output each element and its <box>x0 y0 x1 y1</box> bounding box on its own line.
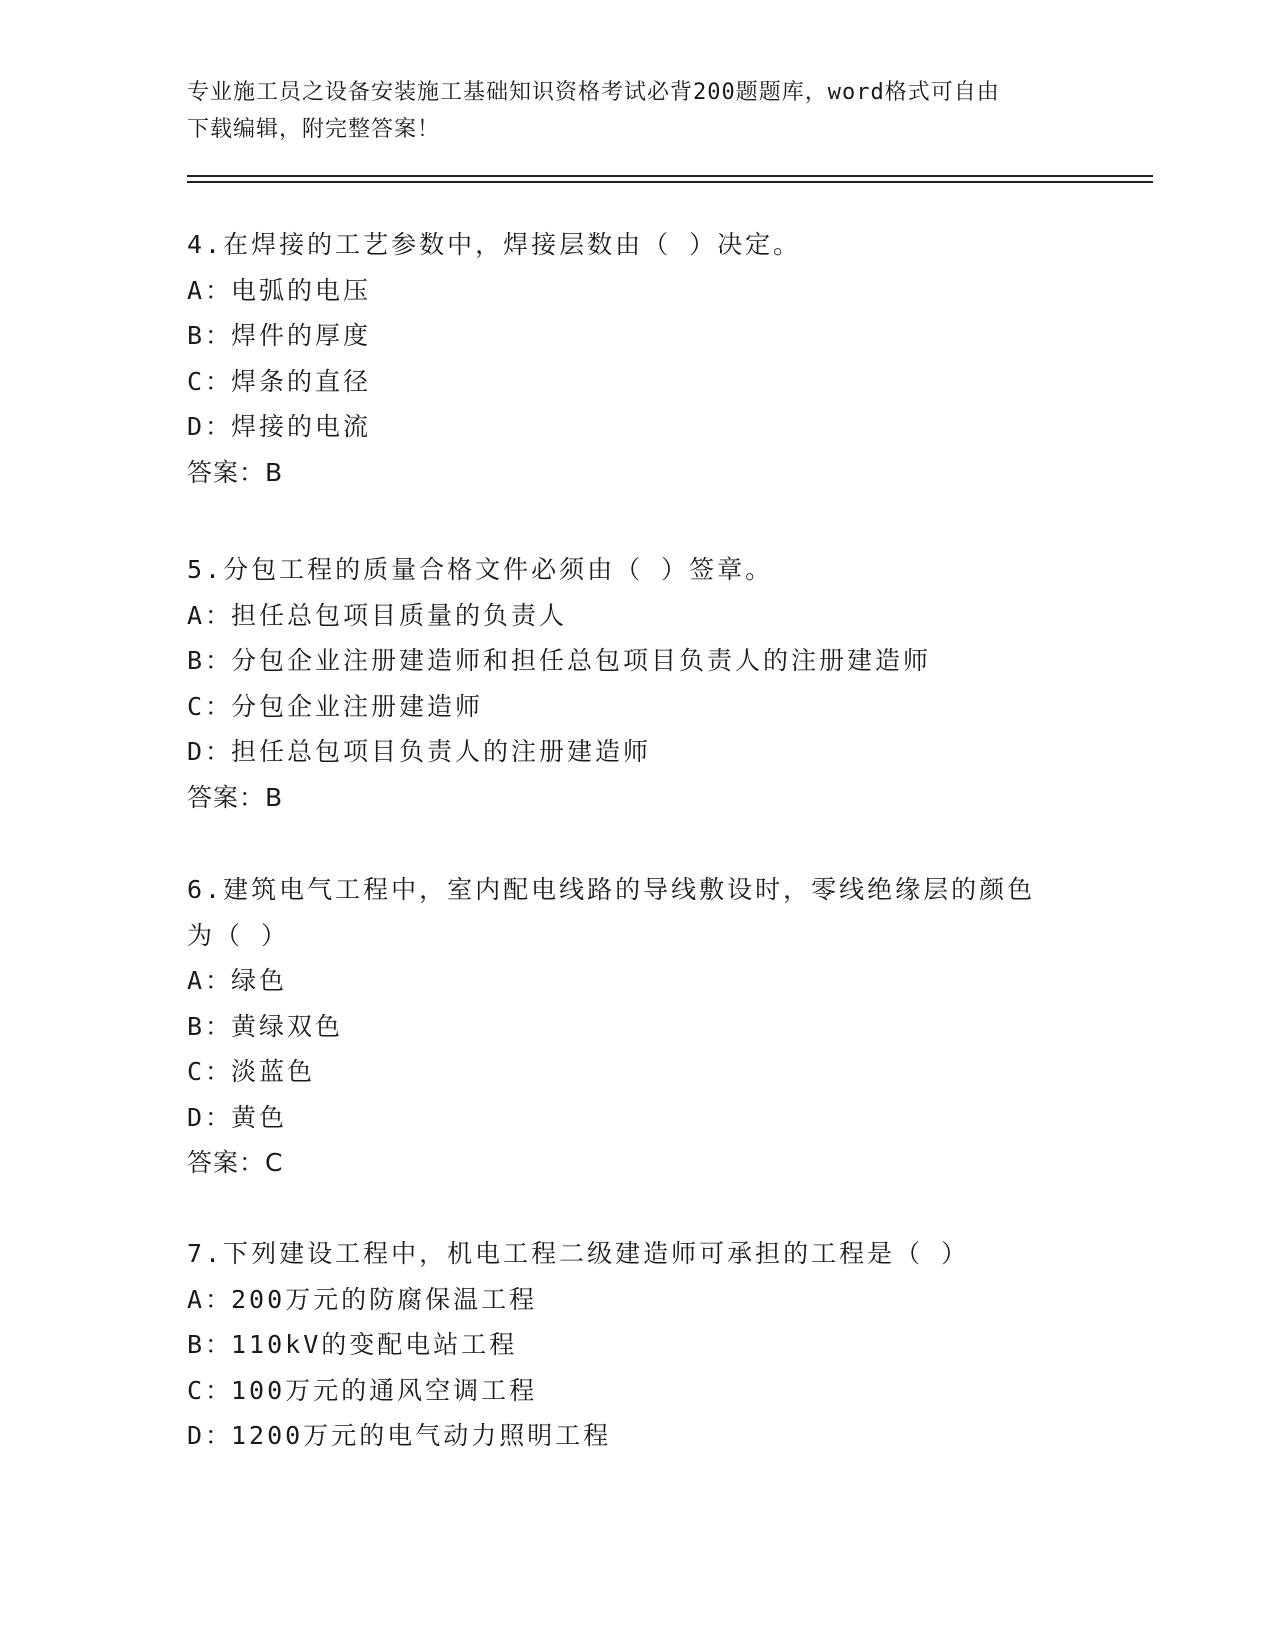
option-text: 焊件的厚度 <box>231 321 372 350</box>
question-stem-continued: 为（ ） <box>187 920 290 950</box>
header-line-2: 下载编辑，附完整答案！ <box>187 117 441 142</box>
question-4 <box>187 222 1107 495</box>
option-d <box>187 1095 1107 1141</box>
header-divider-top <box>187 175 1153 177</box>
option-text: 分包企业注册建造师和担任总包项目负责人的注册建造师 <box>231 646 932 675</box>
option-d <box>187 404 1107 450</box>
option-text: 担任总包项目负责人的注册建造师 <box>231 737 652 766</box>
question-stem: 4.在焊接的工艺参数中，焊接层数由（ ）决定。 <box>187 230 802 259</box>
option-text: 淡蓝色 <box>231 1057 316 1086</box>
option-text: 200万元的防腐保温工程 <box>231 1284 538 1314</box>
option-b <box>187 638 1107 684</box>
option-d <box>187 1413 1107 1459</box>
option-text: 电弧的电压 <box>231 275 372 305</box>
option-letter: A： <box>187 966 234 995</box>
option-text: 分包企业注册建造师 <box>231 691 484 721</box>
option-letter: D： <box>187 412 234 441</box>
option-text: 焊接的电流 <box>231 412 372 441</box>
option-letter: B： <box>187 646 234 675</box>
option-letter: D： <box>187 1421 234 1450</box>
option-letter: A： <box>187 1284 234 1314</box>
answer: 答案：C <box>187 1148 284 1177</box>
option-letter: A： <box>187 275 234 305</box>
option-b <box>187 1004 1107 1050</box>
option-a <box>187 1277 1107 1323</box>
option-text: 黄绿双色 <box>231 1011 344 1041</box>
option-text: 担任总包项目质量的负责人 <box>231 600 568 630</box>
question-7 <box>187 1231 1107 1459</box>
question-stem: 7.下列建设工程中，机电工程二级建造师可承担的工程是（ ） <box>187 1239 970 1268</box>
option-c <box>187 1368 1107 1414</box>
document-header <box>187 74 1087 148</box>
option-b <box>187 313 1107 359</box>
option-c <box>187 359 1107 405</box>
option-letter: C： <box>187 366 234 396</box>
option-c <box>187 684 1107 730</box>
option-letter: C： <box>187 1375 234 1405</box>
header-divider-bottom <box>187 181 1153 183</box>
option-text: 110kV的变配电站工程 <box>231 1330 518 1359</box>
option-letter: D： <box>187 1102 234 1132</box>
header-line-1: 专业施工员之设备安装施工基础知识资格考试必背200题题库，word格式可自由 <box>187 80 1000 105</box>
option-letter: D： <box>187 737 234 766</box>
option-d <box>187 729 1107 775</box>
option-c <box>187 1049 1107 1095</box>
option-letter: B： <box>187 321 234 350</box>
option-text: 焊条的直径 <box>231 366 372 396</box>
option-letter: C： <box>187 1057 234 1086</box>
option-letter: A： <box>187 600 234 630</box>
option-letter: B： <box>187 1330 234 1359</box>
option-letter: C： <box>187 691 234 721</box>
question-6 <box>187 867 1107 1186</box>
question-stem: 5.分包工程的质量合格文件必须由（ ）签章。 <box>187 555 774 584</box>
option-text: 绿色 <box>231 966 288 995</box>
answer: 答案：B <box>187 457 284 487</box>
option-text: 1200万元的电气动力照明工程 <box>231 1421 612 1450</box>
option-a <box>187 593 1107 639</box>
option-a <box>187 958 1107 1004</box>
option-text: 100万元的通风空调工程 <box>231 1375 538 1405</box>
option-text: 黄色 <box>231 1102 288 1132</box>
option-a <box>187 268 1107 314</box>
option-letter: B： <box>187 1011 234 1041</box>
question-5 <box>187 547 1107 820</box>
option-b <box>187 1322 1107 1368</box>
answer: 答案：B <box>187 782 284 812</box>
question-stem: 6.建筑电气工程中，室内配电线路的导线敷设时，零线绝缘层的颜色 <box>187 875 1036 904</box>
